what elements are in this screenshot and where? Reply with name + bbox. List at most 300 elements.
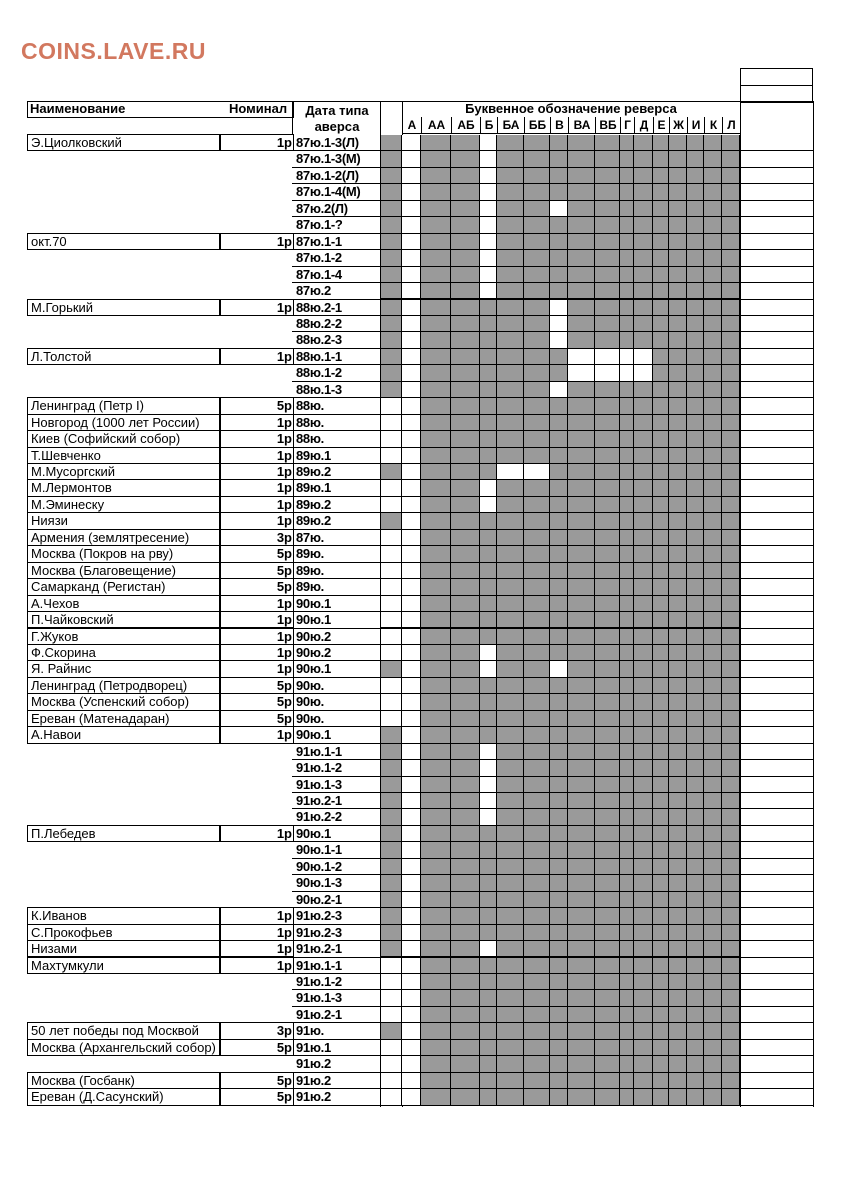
reverse-cell bbox=[595, 365, 620, 381]
reverse-cell bbox=[653, 694, 669, 710]
reverse-cell bbox=[669, 842, 687, 858]
reverse-cell bbox=[568, 974, 595, 990]
reverse-cell bbox=[634, 1089, 653, 1105]
date-mark-cell bbox=[381, 497, 402, 513]
reverse-cell bbox=[497, 365, 524, 381]
reverse-cell bbox=[653, 151, 669, 167]
reverse-cell bbox=[480, 990, 497, 1006]
reverse-cell bbox=[451, 842, 480, 858]
coin-name: М.Эминеску bbox=[31, 496, 105, 512]
reverse-cell bbox=[595, 826, 620, 842]
reverse-cell bbox=[550, 234, 568, 250]
reverse-cell bbox=[634, 612, 653, 628]
reverse-cell bbox=[687, 661, 704, 677]
coin-name: Ереван (Матенадаран) bbox=[31, 710, 170, 726]
reverse-cell bbox=[722, 332, 740, 348]
avers-date-type: 89ю. bbox=[296, 579, 324, 595]
reverse-cell bbox=[620, 365, 634, 381]
reverse-cell bbox=[451, 497, 480, 513]
reverse-cell bbox=[653, 793, 669, 809]
date-mark-cell bbox=[381, 283, 402, 299]
reverse-cell bbox=[620, 990, 634, 1006]
reverse-cell bbox=[634, 859, 653, 875]
coin-nominal: 5р bbox=[276, 579, 292, 595]
letter-header-14: К bbox=[704, 117, 722, 134]
coin-name: Ф.Скорина bbox=[31, 644, 96, 660]
reverse-cell bbox=[722, 990, 740, 1006]
reverse-cell bbox=[620, 168, 634, 184]
reverse-cell bbox=[480, 283, 497, 299]
reverse-cell bbox=[568, 661, 595, 677]
letter-header-10: Д bbox=[634, 117, 653, 134]
reverse-cell bbox=[451, 316, 480, 332]
reverse-cell bbox=[653, 497, 669, 513]
reverse-cell bbox=[451, 645, 480, 661]
reverse-cell bbox=[669, 184, 687, 200]
reverse-cell bbox=[550, 480, 568, 496]
reverse-cell bbox=[595, 711, 620, 727]
letter-header-3: Б bbox=[480, 117, 497, 134]
reverse-cell bbox=[568, 678, 595, 694]
table-right-line bbox=[813, 101, 814, 1107]
date-mark-cell bbox=[381, 513, 402, 529]
reverse-cell bbox=[451, 925, 480, 941]
coin-name: К.Иванов bbox=[31, 908, 87, 924]
reverse-cell bbox=[550, 793, 568, 809]
reverse-cell bbox=[704, 793, 722, 809]
reverse-cell bbox=[620, 398, 634, 414]
reverse-cell bbox=[480, 892, 497, 908]
reverse-cell bbox=[524, 546, 550, 562]
reverse-cell bbox=[451, 217, 480, 233]
reverse-cell bbox=[653, 1073, 669, 1089]
reverse-cell bbox=[568, 151, 595, 167]
reverse-cell bbox=[595, 480, 620, 496]
reverse-cell bbox=[722, 349, 740, 365]
reverse-cell bbox=[550, 530, 568, 546]
reverse-cell bbox=[568, 711, 595, 727]
reverse-cell bbox=[620, 958, 634, 974]
reverse-cell bbox=[524, 579, 550, 595]
coin-nominal: 1р bbox=[276, 496, 292, 512]
reverse-cell bbox=[524, 629, 550, 645]
reverse-cell bbox=[687, 267, 704, 283]
reverse-cell bbox=[402, 925, 421, 941]
reverse-cell bbox=[634, 267, 653, 283]
reverse-cell bbox=[497, 250, 524, 266]
reverse-cell bbox=[653, 168, 669, 184]
reverse-cell bbox=[524, 349, 550, 365]
reverse-cell bbox=[669, 777, 687, 793]
reverse-cell bbox=[722, 1073, 740, 1089]
reverse-cell bbox=[687, 744, 704, 760]
reverse-cell bbox=[669, 513, 687, 529]
reverse-cell bbox=[568, 382, 595, 398]
reverse-cell bbox=[595, 875, 620, 891]
date-mark-cell bbox=[381, 382, 402, 398]
reverse-cell bbox=[550, 546, 568, 562]
coin-nominal: 1р bbox=[276, 957, 292, 973]
reverse-cell bbox=[687, 135, 704, 151]
date-mark-cell bbox=[381, 629, 402, 645]
reverse-cell bbox=[722, 793, 740, 809]
reverse-cell bbox=[687, 629, 704, 645]
reverse-cell bbox=[722, 184, 740, 200]
coin-nominal: 1р bbox=[276, 612, 292, 628]
reverse-cell bbox=[634, 1073, 653, 1089]
reverse-cell bbox=[524, 530, 550, 546]
reverse-cell bbox=[421, 201, 451, 217]
reverse-cell bbox=[687, 678, 704, 694]
reverse-cell bbox=[634, 958, 653, 974]
reverse-cell bbox=[687, 694, 704, 710]
reverse-cell bbox=[402, 448, 421, 464]
reverse-cell bbox=[402, 267, 421, 283]
reverse-cell bbox=[568, 398, 595, 414]
reverse-cell bbox=[722, 546, 740, 562]
reverse-cell bbox=[524, 332, 550, 348]
reverse-cell bbox=[524, 941, 550, 957]
coin-nominal: 1р bbox=[276, 414, 292, 430]
coin-name: Махтумкули bbox=[31, 957, 104, 973]
reverse-cell bbox=[620, 859, 634, 875]
reverse-cell bbox=[421, 941, 451, 957]
reverse-cell bbox=[620, 431, 634, 447]
reverse-cell bbox=[568, 563, 595, 579]
reverse-cell bbox=[421, 497, 451, 513]
reverse-cell bbox=[568, 645, 595, 661]
reverse-cell bbox=[421, 365, 451, 381]
reverse-cell bbox=[687, 151, 704, 167]
reverse-cell bbox=[669, 1073, 687, 1089]
reverse-cell bbox=[550, 250, 568, 266]
reverse-cell bbox=[722, 925, 740, 941]
reverse-cell bbox=[421, 1073, 451, 1089]
reverse-cell bbox=[524, 727, 550, 743]
date-mark-cell bbox=[381, 530, 402, 546]
reverse-cell bbox=[480, 316, 497, 332]
reverse-cell bbox=[497, 711, 524, 727]
date-mark-cell bbox=[381, 1089, 402, 1105]
reverse-cell bbox=[653, 250, 669, 266]
reverse-cell bbox=[480, 974, 497, 990]
reverse-cell bbox=[669, 563, 687, 579]
reverse-cell bbox=[402, 234, 421, 250]
reverse-cell bbox=[634, 711, 653, 727]
date-mark-cell bbox=[381, 842, 402, 858]
reverse-cell bbox=[480, 168, 497, 184]
reverse-cell bbox=[687, 941, 704, 957]
reverse-cell bbox=[524, 184, 550, 200]
reverse-cell bbox=[550, 908, 568, 924]
reverse-cell bbox=[402, 842, 421, 858]
reverse-cell bbox=[669, 135, 687, 151]
reverse-cell bbox=[451, 661, 480, 677]
reverse-cell bbox=[634, 151, 653, 167]
reverse-cell bbox=[722, 694, 740, 710]
date-mark-cell bbox=[381, 546, 402, 562]
reverse-cell bbox=[634, 497, 653, 513]
reverse-cell bbox=[595, 448, 620, 464]
reverse-cell bbox=[402, 513, 421, 529]
reverse-cell bbox=[402, 217, 421, 233]
reverse-cell bbox=[669, 415, 687, 431]
reverse-cell bbox=[669, 958, 687, 974]
reverse-cell bbox=[451, 809, 480, 825]
date-mark-cell bbox=[381, 777, 402, 793]
reverse-cell bbox=[402, 546, 421, 562]
reverse-cell bbox=[687, 201, 704, 217]
reverse-cell bbox=[421, 859, 451, 875]
reverse-cell bbox=[568, 892, 595, 908]
reverse-cell bbox=[669, 448, 687, 464]
reverse-cell bbox=[451, 793, 480, 809]
reverse-cell bbox=[669, 398, 687, 414]
date-mark-cell bbox=[381, 201, 402, 217]
reverse-cell bbox=[595, 201, 620, 217]
reverse-cell bbox=[634, 1023, 653, 1039]
coin-nominal: 5р bbox=[276, 710, 292, 726]
avers-date-type: 91ю.1-3 bbox=[296, 776, 342, 792]
reverse-cell bbox=[402, 398, 421, 414]
reverse-cell bbox=[524, 480, 550, 496]
reverse-cell bbox=[550, 316, 568, 332]
reverse-cell bbox=[722, 777, 740, 793]
reverse-cell bbox=[421, 678, 451, 694]
reverse-cell bbox=[421, 513, 451, 529]
avers-date-type: 89ю.2 bbox=[296, 496, 331, 512]
coin-nominal: 1р bbox=[276, 233, 292, 249]
reverse-cell bbox=[568, 168, 595, 184]
reverse-cell bbox=[722, 958, 740, 974]
reverse-cell bbox=[451, 727, 480, 743]
coin-name: Самарканд (Регистан) bbox=[31, 579, 166, 595]
reverse-cell bbox=[451, 415, 480, 431]
reverse-cell bbox=[497, 925, 524, 941]
coin-nominal: 1р bbox=[276, 941, 292, 957]
reverse-cell bbox=[402, 431, 421, 447]
coin-name: Ленинград (Петродворец) bbox=[31, 677, 188, 693]
avers-date-type: 87ю.1-4 bbox=[296, 266, 342, 282]
reverse-cell bbox=[704, 382, 722, 398]
reverse-cell bbox=[480, 760, 497, 776]
reverse-cell bbox=[722, 267, 740, 283]
letter-header-9: Г bbox=[620, 117, 634, 134]
reverse-cell bbox=[480, 398, 497, 414]
reverse-cell bbox=[550, 332, 568, 348]
reverse-cell bbox=[634, 1056, 653, 1072]
reverse-cell bbox=[722, 513, 740, 529]
reverse-cell bbox=[620, 464, 634, 480]
avers-date-type: 88ю. bbox=[296, 414, 324, 430]
reverse-cell bbox=[480, 612, 497, 628]
reverse-cell bbox=[620, 332, 634, 348]
reverse-cell bbox=[687, 1040, 704, 1056]
reverse-cell bbox=[568, 546, 595, 562]
reverse-cell bbox=[722, 480, 740, 496]
reverse-cell bbox=[480, 694, 497, 710]
reverse-cell bbox=[595, 777, 620, 793]
avers-date-type: 88ю.2-1 bbox=[296, 299, 342, 315]
reverse-cell bbox=[421, 283, 451, 299]
reverse-cell bbox=[704, 563, 722, 579]
reverse-cell bbox=[669, 974, 687, 990]
reverse-cell bbox=[568, 1073, 595, 1089]
avers-date-type: 88ю. bbox=[296, 398, 324, 414]
reverse-cell bbox=[669, 201, 687, 217]
reverse-cell bbox=[722, 168, 740, 184]
reverse-cell bbox=[687, 1073, 704, 1089]
reverse-cell bbox=[704, 151, 722, 167]
reverse-cell bbox=[722, 201, 740, 217]
reverse-cell bbox=[704, 941, 722, 957]
reverse-cell bbox=[524, 974, 550, 990]
reverse-cell bbox=[524, 234, 550, 250]
reverse-cell bbox=[497, 135, 524, 151]
date-mark-cell bbox=[381, 365, 402, 381]
reverse-cell bbox=[634, 694, 653, 710]
avers-date-type: 87ю.1-3(Л) bbox=[296, 135, 359, 150]
avers-date-type: 91ю.1-2 bbox=[296, 760, 342, 776]
avers-date-type: 88ю.1-1 bbox=[296, 348, 342, 364]
reverse-cell bbox=[620, 480, 634, 496]
reverse-cell bbox=[653, 415, 669, 431]
reverse-cell bbox=[595, 859, 620, 875]
reverse-cell bbox=[704, 1023, 722, 1039]
reverse-cell bbox=[620, 316, 634, 332]
date-mark-cell bbox=[381, 990, 402, 1006]
reverse-cell bbox=[421, 826, 451, 842]
coin-nominal: 5р bbox=[276, 694, 292, 710]
reverse-cell bbox=[524, 365, 550, 381]
reverse-cell bbox=[653, 842, 669, 858]
letter-header-15: Л bbox=[722, 117, 740, 134]
reverse-cell bbox=[524, 1089, 550, 1105]
reverse-cell bbox=[704, 1040, 722, 1056]
reverse-cell bbox=[653, 596, 669, 612]
reverse-cell bbox=[550, 513, 568, 529]
reverse-cell bbox=[402, 168, 421, 184]
reverse-cell bbox=[421, 958, 451, 974]
reverse-cell bbox=[402, 1089, 421, 1105]
reverse-cell bbox=[620, 151, 634, 167]
reverse-cell bbox=[704, 217, 722, 233]
reverse-cell bbox=[687, 1089, 704, 1105]
header-nominal: Номинал bbox=[229, 101, 288, 116]
reverse-cell bbox=[497, 809, 524, 825]
reverse-cell bbox=[568, 497, 595, 513]
coin-name: М.Мусоргский bbox=[31, 464, 116, 479]
reverse-cell bbox=[620, 711, 634, 727]
reverse-cell bbox=[524, 201, 550, 217]
reverse-cell bbox=[704, 892, 722, 908]
reverse-cell bbox=[421, 415, 451, 431]
reverse-cell bbox=[704, 859, 722, 875]
reverse-cell bbox=[722, 629, 740, 645]
reverse-cell bbox=[480, 300, 497, 316]
reverse-cell bbox=[669, 809, 687, 825]
reverse-cell bbox=[402, 1023, 421, 1039]
reverse-cell bbox=[451, 596, 480, 612]
reverse-cell bbox=[497, 744, 524, 760]
reverse-cell bbox=[568, 1023, 595, 1039]
reverse-cell bbox=[421, 267, 451, 283]
date-mark-cell bbox=[381, 168, 402, 184]
reverse-cell bbox=[451, 744, 480, 760]
coin-name: С.Прокофьев bbox=[31, 924, 113, 940]
reverse-cell bbox=[704, 826, 722, 842]
reverse-cell bbox=[524, 777, 550, 793]
coin-name: Москва (Успенский собор) bbox=[31, 694, 190, 710]
reverse-cell bbox=[634, 793, 653, 809]
reverse-cell bbox=[669, 250, 687, 266]
reverse-cell bbox=[620, 875, 634, 891]
reverse-cell bbox=[524, 826, 550, 842]
reverse-cell bbox=[722, 859, 740, 875]
reverse-cell bbox=[595, 1056, 620, 1072]
reverse-cell bbox=[595, 431, 620, 447]
reverse-cell bbox=[669, 349, 687, 365]
reverse-cell bbox=[550, 629, 568, 645]
reverse-cell bbox=[480, 579, 497, 595]
avers-date-type: 91ю.2-1 bbox=[296, 941, 342, 957]
reverse-cell bbox=[402, 958, 421, 974]
reverse-cell bbox=[497, 382, 524, 398]
reverse-cell bbox=[595, 596, 620, 612]
reverse-cell bbox=[451, 382, 480, 398]
reverse-cell bbox=[595, 694, 620, 710]
reverse-cell bbox=[451, 974, 480, 990]
reverse-cell bbox=[704, 809, 722, 825]
reverse-cell bbox=[451, 431, 480, 447]
reverse-cell bbox=[421, 316, 451, 332]
reverse-cell bbox=[550, 859, 568, 875]
reverse-cell bbox=[568, 777, 595, 793]
reverse-cell bbox=[634, 415, 653, 431]
reverse-cell bbox=[669, 283, 687, 299]
reverse-cell bbox=[620, 925, 634, 941]
coin-name: Москва (Архангельский собор) bbox=[31, 1039, 216, 1055]
reverse-cell bbox=[550, 497, 568, 513]
reverse-cell bbox=[722, 1007, 740, 1023]
reverse-cell bbox=[704, 1073, 722, 1089]
reverse-cell bbox=[634, 727, 653, 743]
reverse-cell bbox=[653, 990, 669, 1006]
coin-name: М.Лермонтов bbox=[31, 480, 112, 496]
reverse-cell bbox=[687, 497, 704, 513]
reverse-cell bbox=[669, 925, 687, 941]
reverse-cell bbox=[704, 300, 722, 316]
reverse-cell bbox=[421, 793, 451, 809]
reverse-cell bbox=[568, 267, 595, 283]
reverse-cell bbox=[595, 497, 620, 513]
date-mark-cell bbox=[381, 250, 402, 266]
reverse-cell bbox=[620, 678, 634, 694]
avers-date-type: 88ю.1-2 bbox=[296, 365, 342, 381]
reverse-cell bbox=[550, 1056, 568, 1072]
reverse-cell bbox=[480, 1007, 497, 1023]
reverse-cell bbox=[669, 596, 687, 612]
reverse-cell bbox=[595, 513, 620, 529]
reverse-cell bbox=[620, 974, 634, 990]
reverse-cell bbox=[687, 398, 704, 414]
reverse-cell bbox=[687, 415, 704, 431]
reverse-cell bbox=[568, 612, 595, 628]
reverse-cell bbox=[687, 546, 704, 562]
letter-header-8: ВБ bbox=[595, 117, 620, 134]
reverse-cell bbox=[402, 711, 421, 727]
reverse-cell bbox=[634, 480, 653, 496]
